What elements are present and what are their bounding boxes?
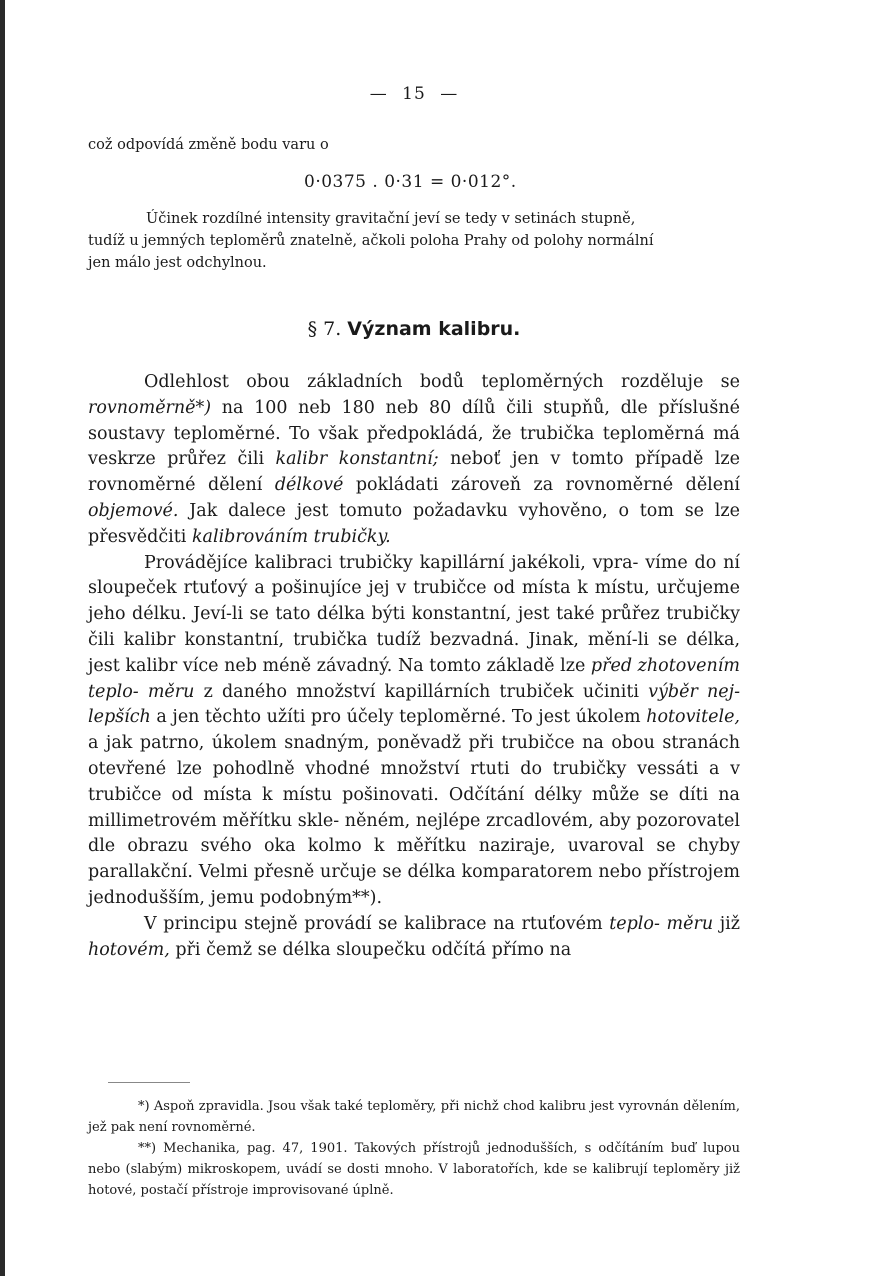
page-number: — 15 — — [369, 84, 459, 104]
text-line: konstantní, jest také průřez trubičky čili kalibr konstantní, — [88, 604, 740, 650]
text-line: vyrovnán dělením, jež pak není rovnoměrné. — [88, 1099, 740, 1135]
text-span: se — [720, 372, 740, 392]
text-span: z daného množství kapillárních trubiček učiniti — [194, 681, 649, 702]
text-line: Odlehlost obou základních bodů teploměrných rozděluje — [144, 372, 704, 392]
emphasis: trubičky. — [313, 526, 391, 547]
text-line: Velmi přesně určuje se délka komparatorem nebo přístrojem — [198, 862, 740, 883]
text-line: *) Aspoň zpravidla. Jsou však také teploměry, při nichž chod kalibru jest — [138, 1099, 614, 1114]
footnote-2 — [88, 1138, 740, 1201]
text-line: oka kolmo k měřítku naziraje, uvaroval se chyby parallakční. — [88, 836, 740, 883]
footnote-1 — [88, 1096, 740, 1138]
text-span: a jak patrno, úkolem snadným, poněvadž při trubičce — [88, 733, 575, 754]
intro-paragraph — [88, 208, 740, 274]
text-line: na obou stranách otevřené lze pohodlně vhodné množství rtuti — [88, 733, 740, 779]
text-span: V principu stejně provádí se kalibrace na rtuťovém — [144, 913, 610, 934]
emphasis: kalibrováním — [191, 526, 309, 547]
text-line: tudíž u jemných teploměrů znatelně, ačkoli poloha Prahy od polohy normální — [88, 233, 654, 249]
emphasis: rovnoměrně*) — [88, 397, 212, 418]
paragraph-1 — [88, 370, 740, 551]
emphasis: kalibr konstantní; — [275, 449, 439, 470]
section-title: Význam kalibru. — [347, 318, 521, 340]
emphasis: měru — [147, 681, 195, 702]
text-span: Jak dalece jest tomuto — [178, 500, 403, 521]
text-span: neb méně závadný. Na tomto základě lze — [224, 655, 591, 676]
emphasis: teplo- — [609, 913, 660, 934]
text-span: při čemž se délka sloupečku odčítá přímo na — [169, 939, 572, 960]
footnotes — [88, 1096, 740, 1201]
text-line: jen málo jest odchylnou. — [88, 255, 267, 271]
formula: 0·0375 . 0·31 = 0·012°. — [304, 172, 517, 192]
emphasis: objemové. — [88, 500, 179, 521]
paragraph-3 — [88, 912, 740, 964]
text-span: pokládati — [343, 475, 439, 496]
text-line: do trubičky vessáti a v trubičce od místa k místu pošinovati. — [88, 758, 740, 805]
emphasis: lepších — [88, 707, 151, 728]
emphasis: výběr nej- — [648, 681, 740, 702]
intro-line: což odpovídá změně bodu varu o — [88, 137, 329, 153]
text-line: buď lupou nebo (slabým) mikroskopem, uvádí se dosti mnoho. V laboratořích, kde — [88, 1141, 741, 1177]
footnote-divider — [108, 1082, 190, 1083]
text-line: něném, nejlépe zrcadlovém, aby pozorovatel dle obrazu svého — [88, 810, 740, 857]
section-heading — [88, 318, 740, 340]
text-line: Provádějíce kalibraci trubičky kapillární jakékoli, vpra- — [144, 552, 639, 573]
body-text — [88, 370, 740, 963]
text-line: jednodušším, jemu podobným**). — [88, 887, 383, 908]
emphasis: délkové — [274, 475, 344, 496]
text-span: na 100 neb 180 neb 80 dílů čili stupňů, dle — [211, 397, 648, 418]
text-line: Odčítání délky může se díti na millimetrovém měřítku skle- — [88, 784, 740, 831]
text-line: Účinek rozdílné intensity gravitační jeví se tedy v setinách stupně, — [146, 211, 636, 227]
emphasis: hotovém, — [88, 939, 170, 960]
text-line: příslušné soustavy teploměrné. To však předpokládá, že trubička — [88, 397, 740, 444]
text-line: se kalibrují teploměry již hotové, postačí přístroje improvisované úplně. — [88, 1162, 741, 1198]
text-span: požadavku vyhověno, o tom se lze přesvědčiti — [88, 500, 740, 547]
text-span: teploměrná má veskrze průřez čili — [88, 423, 740, 470]
text-line: **) Mechanika, pag. 47, 1901. Takových přístrojů jednodušších, s odčítáním — [138, 1141, 664, 1156]
text-span: jen v tomto případě lze rovnoměrné dělení — [88, 449, 740, 496]
text-span: již — [713, 913, 740, 934]
document-page — [88, 0, 740, 1276]
text-span: zároveň za rovnoměrné dělení — [450, 475, 740, 496]
emphasis: měru — [666, 913, 714, 934]
emphasis: hotovitele, — [646, 707, 740, 728]
text-span: neboť — [438, 449, 501, 470]
text-line: místa k místu, určujeme jeho délku. Jeví-li se tato délka býti — [88, 578, 740, 625]
paragraph-2 — [88, 551, 740, 912]
text-span: a jen těchto užíti pro účely teploměrné. To jest úkolem — [150, 707, 641, 728]
scan-page-edge — [0, 0, 5, 1276]
text-line: víme do ní sloupeček rtuťový a pošinujíce jej v trubičce od — [88, 552, 740, 599]
section-number: § 7. — [307, 318, 342, 340]
emphasis: před zhotovením teplo- — [88, 655, 740, 702]
text-line: trubička tudíž bezvadná. Jinak, mění-li se délka, jest kalibr více — [88, 629, 741, 676]
page-number-value: 15 — [402, 84, 426, 104]
